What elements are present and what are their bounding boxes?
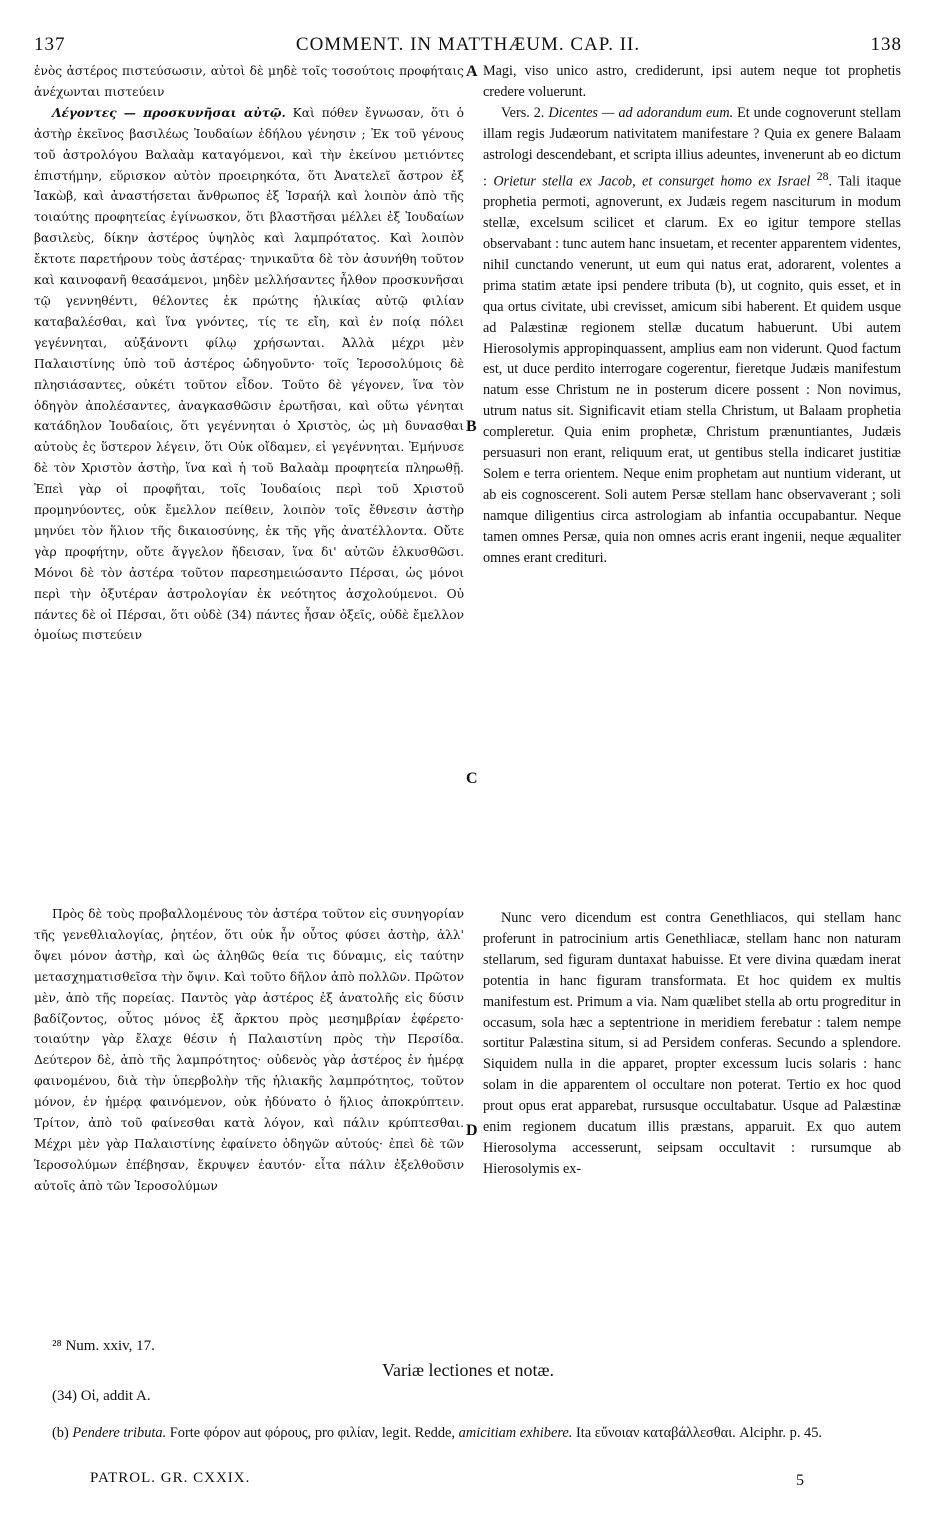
greek-paragraph-3: Πρὸς δὲ τοὺς προβαλλομένους τὸν ἀστέρα τοῦτον εἰς συνηγορίαν τῆς γενεθλιαλογίας, ῥητέον, ὅτι οὐκ ἦν οὗτος φύσει ἀστὴρ, ἀλλ' ὄψει μόνον ἀστὴρ, καὶ ὡς ἀληθῶς θεία τις δύναμις, εἰς ταύτην μετασχηματισθεῖσα τὴν ὄψιν. Καὶ τοῦτο δῆλον ἀπὸ πολλῶν. Πρῶτον μὲν, ἀπὸ τῆς πορείας. Παντὸς γὰρ ἀστέρος ἐξ ἀνατολῆς εἰς δύσιν βαδίζοντος, οὗτος μόνος ἐξ ἄρκτου πρὸς μεσημβρίαν ἐφέρετο· τοιαύτην γὰρ ἔλαχε θέσιν ἡ Παλαιστίνη πρὸς τὴν Περσίδα. Δεύτερον δὲ, ἀπὸ τῆς λαμπρότητος· οὐδενὸς γὰρ ἀστέρος ἐν ἡμέρᾳ φαινομένου, διὰ τὴν ὑπερβολὴν τῆς ἡλιακῆς λαμπρότητος, τοῦτον μόνον, ἐν ἡμέρᾳ φαινόμενον, οὐκ ἠδύνατο ὁ ἥλιος ἀποκρύπτειν. Τρίτον, ἀπὸ τοῦ φαίνεσθαι κατὰ λόγον, καὶ πάλιν κρύπτεσθαι. Μέχρι μὲν γὰρ Παλαιστίνης ἐφαίνετο ὁδηγῶν αὐτούς· ἐπεὶ δὲ τῶν Ἱεροσολύμων ἐπέβησαν, ἔκρυψεν ἑαυτόν· εἶτα πάλιν ἐξελθοῦσιν αὐτοῖς ἀπὸ τῶν Ἱεροσολύμων [34, 907, 464, 1193]
note-b-label: (b) [52, 1425, 69, 1441]
greek-paragraph-2-text: Καὶ πόθεν ἔγνωσαν, ὅτι ὁ ἀστὴρ ἐκεῖνος βασιλέως Ἰουδαίων ἐδήλου γένησιν ; Ἐκ τοῦ γένους τοῦ ἀστρολόγου Βαλαὰμ καταγόμενοι, καὶ τὴν ἐκείνου μετιόντες ἐπιστήμην, εὕρισκον αὐτὸν προειρηκότα, ὅτι Ἀνατελεῖ ἄστρον ἐξ Ἰακὼβ, καὶ ἀναστήσεται ἄνθρωπος ἐξ Ἰσραήλ καὶ λοιπὸν ἀπὸ τῆς τοιαύτης προφητείας ἐγίνωσκον, ὅτι βλαστῆσαι μέλλει ἐξ Ἰουδαίων βασιλεὺς, δίκην ἀστέρος ὑψηλὸς καὶ λαμπρότατος. Καὶ λοιπὸν ἔκτοτε παρετήρουν τοὺς ἀστέρας· τηνικαῦτα δὲ τὸν ἀσυνήθη τοῦτον καὶ καινοφανῆ θεασάμενοι, μηδὲν μελλήσαντες ἦλθον προσκυνῆσαι τῷ γεννηθέντι, θέλοντες ἐκ πρώτης ἡλικίας αὐτῷ φιλίαν καταβαλέσθαι, καὶ ἵνα γνόντες, τίς τε εἴη, καὶ ἐν ποίᾳ πόλει γεγέννηται, αὐξάνοντι φίλῳ χρήσωνται. Ἀλλὰ μέχρι μὲν Παλαιστίνης ὑπὸ τοῦ ἀστέρος ὡδηγοῦντο· τοῖς Ἱεροσολύμοις δὲ πλησιάσαντες, οὐκέτι τοῦτον εἶδον. Τοῦτο δὲ γέγονεν, ἵνα τὸν ὁδηγὸν ἀπολέσαντες, ἀναγκασθῶσιν ἐρωτῆσαι, καὶ οὕτω γένηται κατάδηλον Ἰουδαίοις, ὅτι γεγέννηται ὁ Χριστὸς, ὡς μὴ δυνασθαι αὐτοὺς ἐς ὕστερον λέγειν, ὅτι Οὐκ οἴδαμεν, εἰ γεγέννηται. Ἐμήνυσε δὲ τὸν Χριστὸν ἀστὴρ, ἵνα καὶ ἡ τοῦ Βαλαὰμ προφητεία πληρωθῇ. Ἐπεὶ γὰρ οἱ προφῆται, τοῖς Ἰουδαίοις περὶ τοῦ Χριστοῦ προμηνύοντες, οὐκ ἔμελλον πείθειν, λοιπὸν τοῖς ἔθνεσιν ἀστὴρ μηνύει τὸν ἥλιον τῆς δικαιοσύνης, ἐκ τῆς γῆς ἀνατέλλοντα. Οὔτε γὰρ προφήτην, οὔτε ἄγγελον ἤδεισαν, ἵνα δι' αὐτῶν ἑλκυσθῶσι. Μόνοι δὲ τὸν ἀστέρα τοῦτον παρεσημειώσαντο Πέρσαι, ὡς μόνοι περὶ τὴν ὀξυτέραν ἀστρολογίαν ἐκ νεότητος ἀσχολούμενοι. Οὐ πάντες δὲ οἱ Πέρσαι, ὅτι οὐδὲ (34) πάντες ἦσαν ὀξεῖς, οὐδὲ ἔμελλον ὁμοίως πιστεύειν [34, 105, 465, 643]
latin-paragraph-2-cont: . Tali itaque prophetia permoti, agnoverunt, ex Judæis regem nasciturum in modum stellæ, excelsum scilicet et clarum. Ex eo igitur tempore stellas observabant : tunc autem hanc insuetam, et recenter apparentem videntes, nihil cunctando venerunt, ut eum qui natus erat, adorarent, volentes a prima statim ætate ipsi pendere tributa (b), ut cognito, quis esset, et in qua ortus civitate, ubi crevisset, amicum sibi haberent. Et quidem usque ad Palæstinæ regionem stellæ ducatum habuerunt. Ubi autem Hierosolymis appropinquassent, amplius eam non viderunt. Quod factum est, ut duce perdito interrogare cogerentur, fieretque Judæis manifestum natum esse Christum ne in posterum dicere possent : Non novimus, utrum natus sit. Significavit etiam stella Christum, ut Balaam prophetia compleretur. Quia enim prophetæ, Christum prænuntiantes, Judæis persuasuri non erant, reliquum erat, ut gentibus stella indicaret justitiæ Solem e terra orientem. Neque enim prophetam aut nuntium viderant, ut ab eis cognoscerent. Soli autem Persæ stellam hanc observaverant ; soli namque diligentius circa astrologiam ab infantia occupabantur. Neque tamen omnes Persæ, quia non omnes acris erant ingenii, neque æqualiter omnes erant credituri. [483, 173, 902, 566]
greek-paragraph-1: ἑνὸς ἀστέρος πιστεύσωσιν, αὐτοὶ δὲ μηδὲ τοῖς τοσούτοις προφήταις ἀνέχωνται πιστεύειν [34, 64, 464, 99]
running-title: COMMENT. IN MATTHÆUM. CAP. II. [295, 34, 641, 55]
footnote: ²⁸ Num. xxiv, 17. [52, 1338, 155, 1354]
greek-column-lower [34, 904, 464, 1197]
latin-paragraph-2 [483, 103, 901, 569]
page-number-left: 137 [34, 34, 66, 55]
latin-paragraph-2-text: Et unde cognoverunt stellam illam regis Judæorum nativitatem manifestare ? Quia ex genere Balaam astrologi descendebant, et scripta illius adeuntes, invenerunt ab eo dictum : [483, 104, 902, 190]
latin-paragraph-3: Nunc vero dicendum est contra Genethliacos, qui stellam hanc proferunt in patrocinium artis Genethliacæ, stellam hanc non naturam stellarum, sed figuram duntaxat habuisse. Et vere divina quædam inerat potentia in hanc figuram transformata. Et hoc quidem ex multis manifestum est. Primum a via. Nam quælibet stella ab ortu progreditur in occasum, sola hæc a septentrione in meridiem ferebatur : talem nempe sortitur Palæstina situm, si ad Persidem conferas. Secundo a splendore. Siquidem nulla in die apparet, propter excessum lucis solaris : hanc solam in die apparentem ol occultare non poterat. Tertio ex hoc quod prout opus erat apparebat, rursusque occultabatur. Usque ad Palæstinæ enim regionem ducatum illis præstans, apparuit. Ex quo autem Hierosolyma accesserunt, seipsam occultavit : rursumque ab Hierosolymis ex- [483, 910, 901, 1177]
note-b-lemma: Pendere tributa. [72, 1425, 167, 1441]
note-b-text-2: Ita εὔνοιαν καταβάλλεσθαι. Alciphr. p. 45. [576, 1425, 823, 1441]
variant-34: (34) Οἱ, addit A. [52, 1388, 151, 1404]
variae-heading: Variæ lectiones et notæ. [382, 1360, 554, 1380]
latin-lemma: Dicentes — ad adorandum eum. [548, 104, 734, 121]
signature-mark: 5 [796, 1472, 804, 1489]
greek-paragraph-2 [34, 103, 464, 647]
page-number-right: 138 [870, 34, 902, 55]
latin-column-upper [483, 61, 901, 568]
latin-paragraph-1: Magi, viso unico astro, crediderunt, ipsi autem neque tot prophetis credere voluerunt. [483, 63, 901, 100]
note-b-text-1: Forte φόρον aut φόρους, pro φιλίαν, legit. Redde, [169, 1425, 456, 1441]
margin-mark-b: B [466, 418, 477, 435]
running-header [34, 34, 902, 60]
footnote-ref: 28 [816, 168, 829, 183]
scripture-quote: Orietur stella ex Jacob, et consurget homo ex Israel [493, 173, 811, 190]
margin-mark-c: C [466, 770, 478, 787]
greek-lemma: Λέγοντες — προσκυνῆσαι αὐτῷ. [52, 105, 286, 120]
margin-mark-d: D [466, 1122, 478, 1139]
patrologia-line: PATROL. GR. CXXIX. [90, 1470, 251, 1486]
greek-column-upper [34, 61, 464, 646]
note-b [52, 1424, 902, 1442]
margin-mark-a: A [466, 63, 478, 80]
verse-label: Vers. 2. [501, 104, 545, 121]
latin-column-lower [483, 908, 901, 1180]
note-b-italic: amicitiam exhibere. [458, 1425, 573, 1441]
